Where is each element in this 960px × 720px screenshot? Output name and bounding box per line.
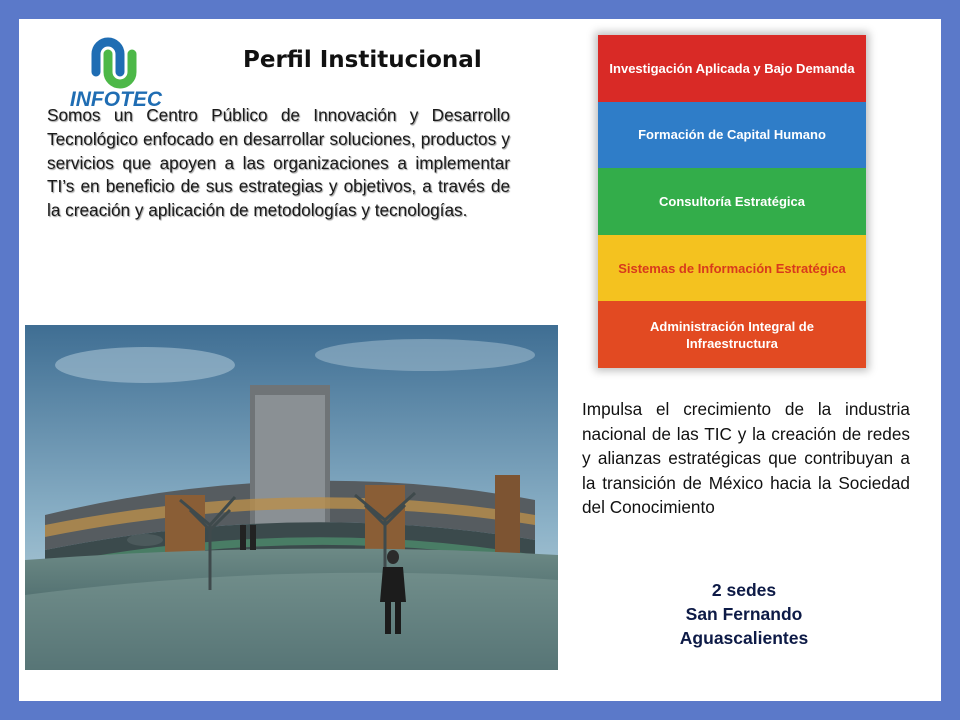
service-label: Sistemas de Información Estratégica [618, 260, 846, 276]
service-label: Formación de Capital Humano [638, 127, 826, 143]
service-band [598, 168, 866, 235]
service-band [598, 235, 866, 302]
sede-san-fernando: San Fernando [685, 604, 803, 624]
mission-paragraph: Impulsa el crecimiento de la industria nacional de las TIC y la creación de redes y alianzas estratégicas que contribuyan a la transición de México hacia la Sociedad del Conocimiento [582, 399, 910, 518]
service-label: Investigación Aplicada y Bajo Demanda [609, 60, 855, 76]
logo-text: INFOTEC [69, 88, 163, 111]
page-title: Perfil Institucional [243, 47, 482, 73]
intro-paragraph: Somos un Centro Público de Innovación y Desarrollo Tecnológico enfocado en desarrollar soluciones, productos y servicios que apoyen a las organizaciones a implementar TI’s en beneficio de sus estrategias y objetivos, a través de la creación y aplicación de metodologías y tecnologías. [47, 105, 510, 221]
service-band [598, 102, 866, 169]
sedes-block [580, 578, 908, 650]
service-band [598, 301, 866, 368]
service-label: Consultoría Estratégica [659, 193, 805, 209]
infotec-logo [66, 32, 166, 112]
services-stack [598, 35, 866, 368]
sedes-count: 2 sedes [711, 580, 777, 600]
service-label: Administración Integral de Infraestructura [650, 318, 814, 351]
service-band [598, 35, 866, 102]
sede-aguascalientes: Aguascalientes [679, 628, 809, 648]
building-photo [25, 325, 558, 670]
